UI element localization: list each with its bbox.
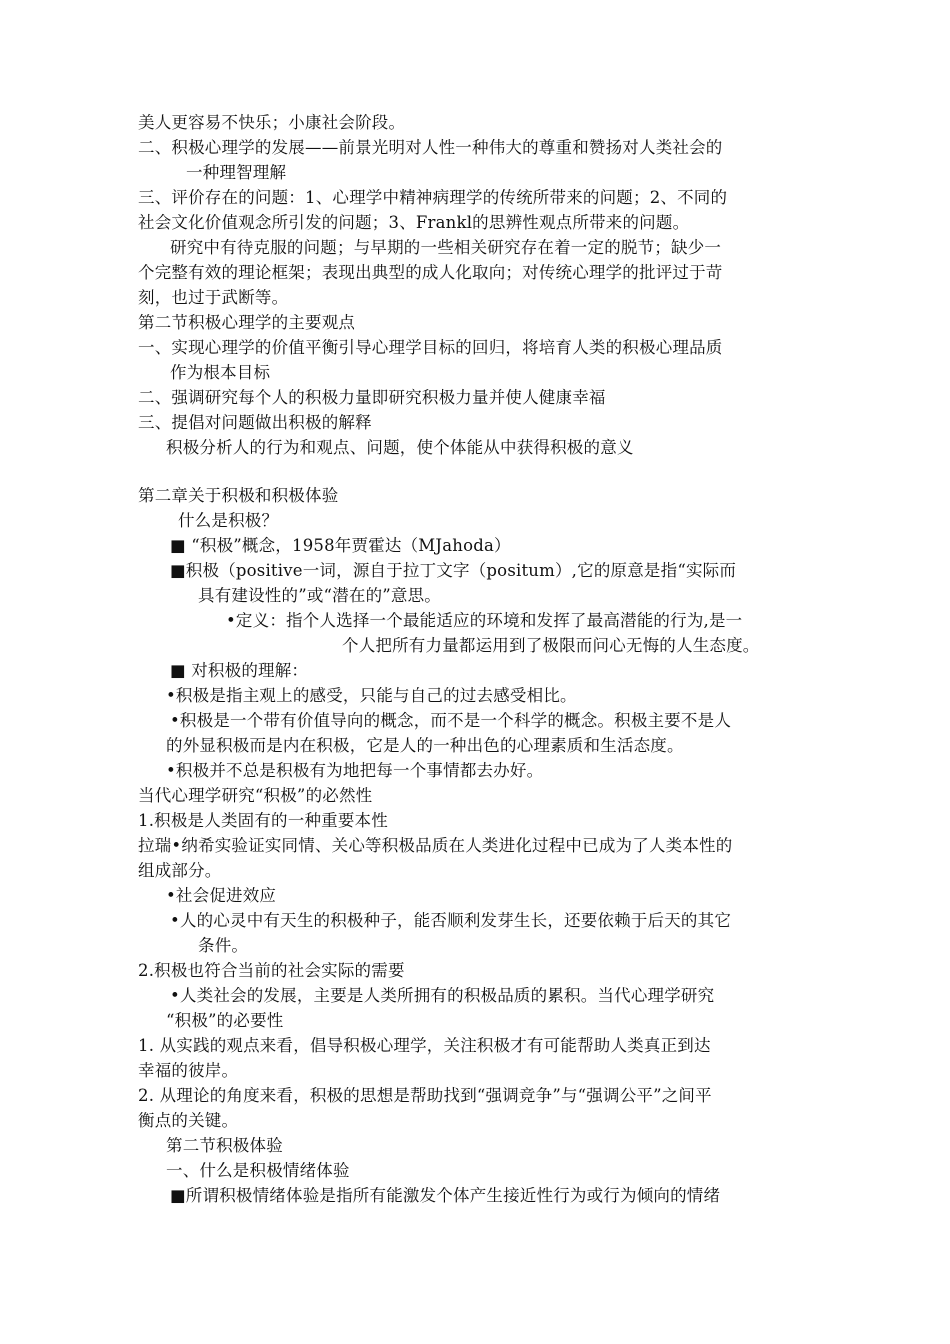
- bullet-line: •积极是指主观上的感受，只能与自己的过去感受相比。: [166, 686, 577, 705]
- bullet-line: •积极并不总是积极有为地把每一个事情都去办好。: [166, 761, 544, 780]
- text-line: 积极分析人的行为和观点、问题，使个体能从中获得积极的意义: [166, 438, 634, 457]
- text-line: 组成部分。: [138, 861, 222, 880]
- text-line: 一、实现心理学的价值平衡引导心理学目标的回归，将培育人类的积极心理品质: [138, 338, 723, 357]
- bullet-line: •社会促进效应: [166, 886, 277, 905]
- section-heading: 当代心理学研究“积极”的必然性: [138, 786, 373, 805]
- text-line: 研究中有待克服的问题；与早期的一些相关研究存在着一定的脱节；缺少一: [170, 238, 722, 257]
- bullet-line: •人的心灵中有天生的积极种子，能否顺利发芽生长，还要依赖于后天的其它: [170, 911, 732, 930]
- bullet-line: •积极是一个带有价值导向的概念，而不是一个科学的概念。积极主要不是人: [170, 711, 732, 730]
- text-line: 拉瑞•纳希实验证实同情、关心等积极品质在人类进化过程中已成为了人类本性的: [138, 836, 733, 855]
- text-line: 一、什么是积极情绪体验: [166, 1161, 350, 1180]
- text-line: “积极”的必要性: [166, 1011, 284, 1030]
- text-line: 一种理智理解: [186, 163, 287, 182]
- text-line: 2.积极也符合当前的社会实际的需要: [138, 961, 405, 980]
- text-line: 幸福的彼岸。: [138, 1061, 239, 1080]
- text-line: 三、提倡对问题做出积极的解释: [138, 413, 372, 432]
- text-line: 刻，也过于武断等。: [138, 288, 289, 307]
- text-line: 2. 从理论的角度来看，积极的思想是帮助找到“强调竞争”与“强调公平”之间平: [138, 1086, 712, 1105]
- text-line: 作为根本目标: [170, 363, 271, 382]
- bullet-line: •定义：指个人选择一个最能适应的环境和发挥了最高潜能的行为,是一: [226, 611, 743, 630]
- text-line: 具有建设性的”或“潜在的”意思。: [198, 586, 442, 605]
- text-line: 社会文化价值观念所引发的问题；3、Frankl的思辨性观点所带来的问题。: [138, 213, 690, 232]
- text-line: 衡点的关键。: [138, 1111, 239, 1130]
- section-heading: 第二节积极心理学的主要观点: [138, 313, 356, 332]
- text-line: 什么是积极？: [178, 511, 279, 530]
- text-line: 二、积极心理学的发展——前景光明对人性一种伟大的尊重和赞扬对人类社会的: [138, 138, 723, 157]
- text-line: 美人更容易不快乐；小康社会阶段。: [138, 113, 406, 132]
- bullet-line: ■ “积极”概念，1958年贾霍达（MJahoda）: [170, 536, 511, 555]
- bullet-line: ■积极（positive一词，源自于拉丁文字（positum）,它的原意是指“实际而: [170, 561, 737, 580]
- text-line: 个完整有效的理论框架；表现出典型的成人化取向；对传统心理学的批评过于苛: [138, 263, 723, 282]
- bullet-line: •人类社会的发展，主要是人类所拥有的积极品质的累积。当代心理学研究: [170, 986, 715, 1005]
- text-line: 三、评价存在的问题：1、心理学中精神病理学的传统所带来的问题；2、不同的: [138, 188, 728, 207]
- section-heading: 第二节积极体验: [166, 1136, 283, 1155]
- text-line: 二、强调研究每个人的积极力量即研究积极力量并使人健康幸福: [138, 388, 606, 407]
- bullet-line: ■所谓积极情绪体验是指所有能激发个体产生接近性行为或行为倾向的情绪: [170, 1186, 721, 1205]
- chapter-heading: 第二章关于积极和积极体验: [138, 486, 339, 505]
- bullet-line: ■ 对积极的理解：: [170, 661, 309, 680]
- text-line: 的外显积极而是内在积极，它是人的一种出色的心理素质和生活态度。: [166, 736, 684, 755]
- text-line: 条件。: [198, 936, 249, 955]
- text-line: 1.积极是人类固有的一种重要本性: [138, 811, 388, 830]
- text-line: 个人把所有力量都运用到了极限而问心无悔的人生态度。: [342, 636, 760, 655]
- text-line: 1. 从实践的观点来看，倡导积极心理学，关注积极才有可能帮助人类真正到达: [138, 1036, 711, 1055]
